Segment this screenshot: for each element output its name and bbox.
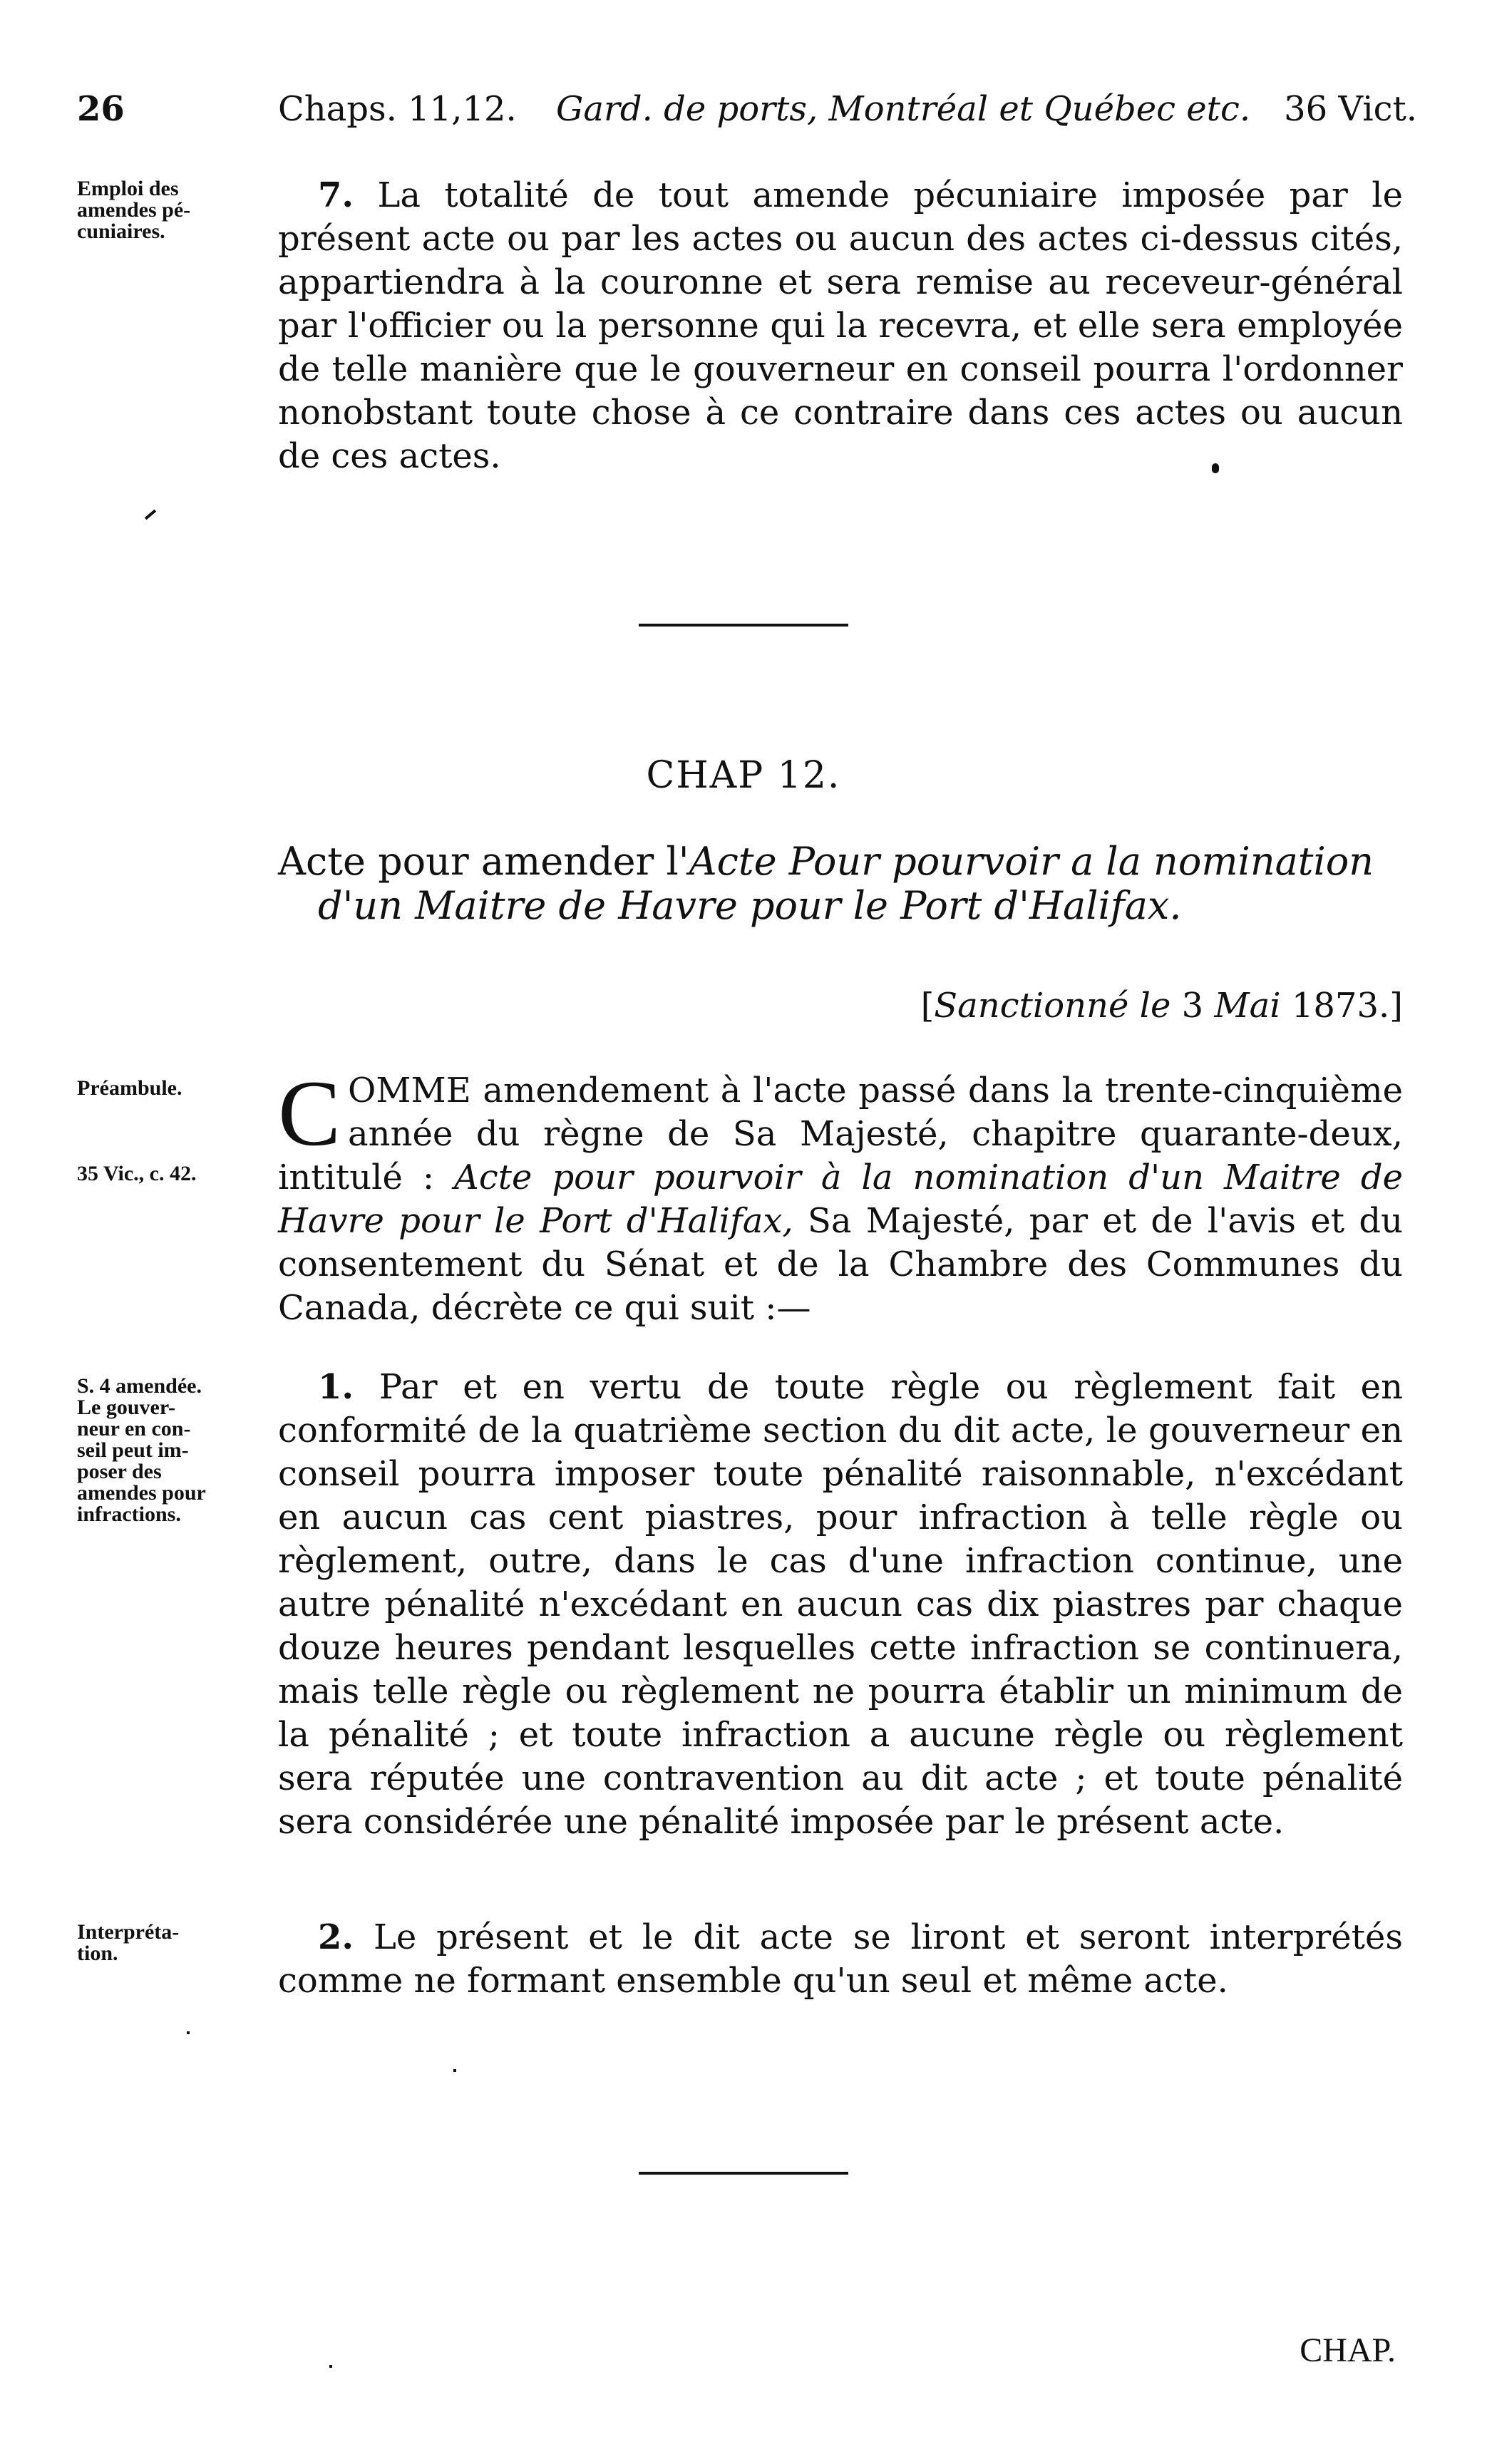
act-title — [278, 840, 1403, 928]
section-1-text: Par et en vertu de toute règle ou règlement fait en conformité de la quatrième section du dit acte, le gouverneur en conseil pourra imposer toute pénalité raisonnable, n'excédant en aucun cas cent piastres, pour infraction à telle règle ou règlement, outre, dans le cas d'une infraction continue, une autre pénalité n'excédant en aucun cas dix piastres par chaque douze heures pendant lesquelles cette infraction se continuera, mais telle règle ou règlement ne pourra établir un minimum de la pénalité ; et toute infraction a aucune règle ou règlement sera réputée une contravention au dit acte ; et toute pénalité sera considérée une pénalité imposée par le présent acte. — [278, 1367, 1403, 1842]
header-chapters: Chaps. 11,12. — [278, 89, 517, 129]
header-regnal-year: 36 Vict. — [1284, 89, 1417, 129]
sanction-open: [ — [920, 986, 935, 1026]
margin-line: neur en con- — [77, 1417, 191, 1440]
ink-speck — [187, 2031, 190, 2034]
preamble-act-name: Acte pour pourvoir à la nomination d'un Maitre de Havre pour le Port d'Halifax, — [278, 1158, 1403, 1241]
margin-line: amendes pé- — [77, 198, 191, 222]
margin-line: Préambule. — [77, 1076, 182, 1100]
section-7-text: La totalité de tout amende pécuniaire imposée par le présent acte ou par les actes ou aucun des actes ci-dessus cités, appartiendra à la couronne et sera remise au receveur-général par l'officier ou la personne qui la recevra, et elle sera employée de telle manière que le gouverneur en conseil pourra l'ordonner nonobstant toute chose à ce contraire dans ces actes ou aucun de ces actes. — [278, 175, 1404, 476]
section-7-paragraph — [278, 174, 1403, 478]
margin-note-section-1 — [77, 1376, 277, 1525]
margin-line: seil peut im- — [77, 1438, 189, 1462]
ink-speck — [329, 2365, 332, 2368]
section-1-paragraph — [278, 1366, 1403, 1844]
page-number: 26 — [77, 89, 125, 129]
section-7-number: 7. — [318, 175, 354, 215]
ink-speck — [145, 510, 156, 520]
margin-line: S. 4 amendée. — [77, 1374, 202, 1398]
margin-line: Emploi des — [77, 177, 179, 200]
margin-line: cuniaires. — [77, 220, 165, 243]
preamble-paragraph — [278, 1061, 1403, 1330]
margin-line: 35 Vic., c. 42. — [77, 1162, 197, 1185]
ink-dot — [1212, 463, 1219, 473]
act-title-italic-1: Acte Pour pourvoir a la nomination — [689, 839, 1374, 884]
chapter-heading: CHAP 12. — [646, 754, 841, 797]
section-2-text: Le présent et le dit acte se liront et seront interprétés comme ne formant ensemble qu'un seul et même acte. — [278, 1917, 1403, 2001]
margin-line: Le gouver- — [77, 1396, 176, 1419]
preamble-text-b: Sa Majesté, par et de l'avis et du consentement du Sénat et de la Chambre des Communes du Canada, décrète ce qui suit :— — [278, 1201, 1403, 1328]
act-title-plain: Acte pour amender l' — [278, 839, 689, 884]
section-1-number: 1. — [318, 1367, 354, 1407]
sanction-label: Sanctionné le — [934, 986, 1171, 1026]
preamble-text-a: OMME amendement à l'acte passé dans la trente-cinquième année du règne de Sa Majesté, chapitre quarante-deux, intitulé : — [278, 1071, 1403, 1197]
catchword: CHAP. — [1300, 2331, 1396, 2369]
section-2-number: 2. — [318, 1917, 354, 1957]
sanction-date — [921, 984, 1403, 1028]
act-title-italic-2: d'un Maitre de Havre pour le Port d'Halifax. — [318, 883, 1182, 928]
margin-line: tion. — [77, 1942, 118, 1965]
sanction-year: 1873.] — [1291, 986, 1403, 1026]
margin-note-section-7 — [77, 178, 277, 242]
drop-cap: C — [278, 1061, 341, 1165]
section-2-paragraph — [278, 1916, 1403, 2003]
sanction-month: Mai — [1214, 986, 1281, 1026]
ink-speck — [453, 2069, 456, 2072]
margin-line: Interpréta- — [77, 1920, 180, 1944]
sanction-day: 3 — [1181, 986, 1204, 1026]
running-header — [77, 84, 1417, 134]
margin-line: poser des — [77, 1460, 162, 1483]
margin-note-citation — [77, 1163, 277, 1185]
header-subject: Gard. de ports, Montréal et Québec etc. — [556, 89, 1251, 129]
margin-note-section-2 — [77, 1922, 277, 1964]
margin-note-preamble — [77, 1078, 277, 1099]
margin-line: amendes pour — [77, 1481, 206, 1505]
chapter-end-rule — [639, 2172, 848, 2175]
section-divider-rule — [639, 624, 848, 627]
margin-line: infractions. — [77, 1502, 181, 1526]
